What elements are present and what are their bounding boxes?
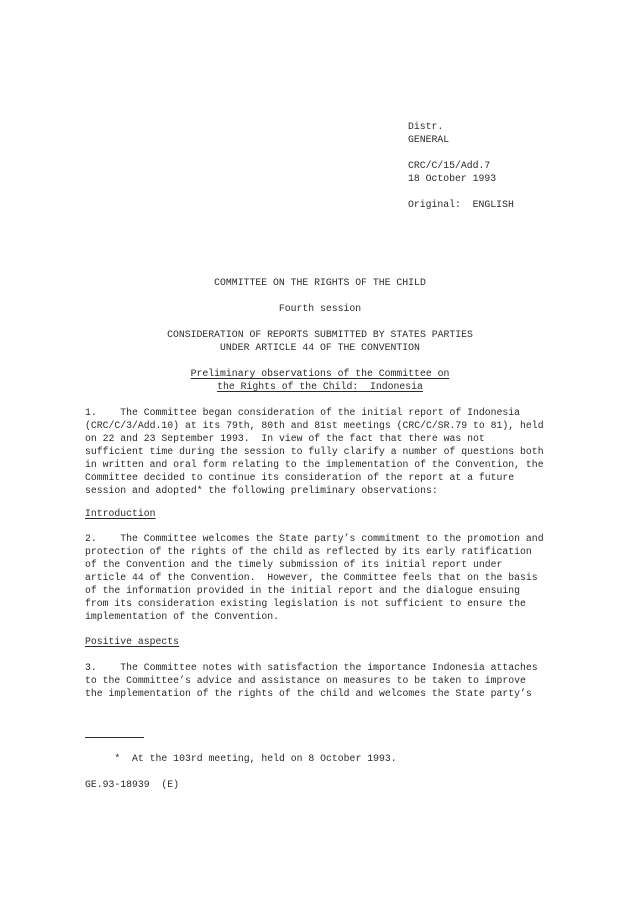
distr-label: Distr. [408,121,444,132]
p2-line: of the information provided in the initial report and the dialogue ensuing [85,585,521,596]
consideration-title-2: UNDER ARTICLE 44 OF THE CONVENTION [220,342,420,353]
p2-line: implementation of the Convention. [85,611,280,622]
subtitle-line-1 [0,367,640,380]
p1-line: on 22 and 23 September 1993. In view of the fact that there was not [85,433,485,444]
footnote-rule [85,737,144,738]
p2-line: of the Convention and the timely submission of its initial report under [85,559,503,570]
p3-line: 3. The Committee notes with satisfaction the importance Indonesia attaches [85,662,538,673]
p3-line: the implementation of the rights of the child and welcomes the State party’s [85,688,532,699]
subtitle-line-2 [0,380,640,393]
consideration-title-1: CONSIDERATION OF REPORTS SUBMITTED BY STATES PARTIES [167,329,473,340]
original-language: Original: ENGLISH [408,199,514,210]
p2-line: protection of the rights of the child as reflected by its early ratification [85,546,532,557]
committee-title: COMMITTEE ON THE RIGHTS OF THE CHILD [214,277,426,288]
p3-line: to the Committee’s advice and assistance on measures to be taken to improve [85,675,526,686]
job-number: GE.93-18939 (E) [85,779,180,790]
p2-line: 2. The Committee welcomes the State party’s commitment to the promotion and [85,533,544,544]
p1-line: session and adopted* the following preliminary observations: [85,485,438,496]
distribution: GENERAL [408,134,450,145]
heading-positive-aspects: Positive aspects [85,636,180,647]
p1-line: in written and oral form relating to the implementation of the Convention, the [85,459,544,470]
p1-line: (CRC/C/3/Add.10) at its 79th, 80th and 81st meetings (CRC/C/SR.79 to 81), held [85,420,544,431]
session-title: Fourth session [278,303,362,314]
footnote: * At the 103rd meeting, held on 8 October 1993. [85,753,397,764]
p2-line: from its consideration existing legislation is not sufficient to ensure the [85,598,526,609]
heading-introduction: Introduction [85,508,156,519]
p1-line: sufficient time during the session to fully clarify a number of questions both [85,446,544,457]
subtitle-text-1: Preliminary observations of the Committee on [190,368,450,379]
p1-line: Committee decided to continue its consideration of the report at a future [85,472,515,483]
p2-line: article 44 of the Convention. However, the Committee feels that on the basis [85,572,538,583]
subtitle-text-2: the Rights of the Child: Indonesia [217,381,423,392]
p1-line: 1. The Committee began consideration of the initial report of Indonesia [85,407,521,418]
document-date: 18 October 1993 [408,173,497,184]
document-symbol: CRC/C/15/Add.7 [408,160,491,171]
